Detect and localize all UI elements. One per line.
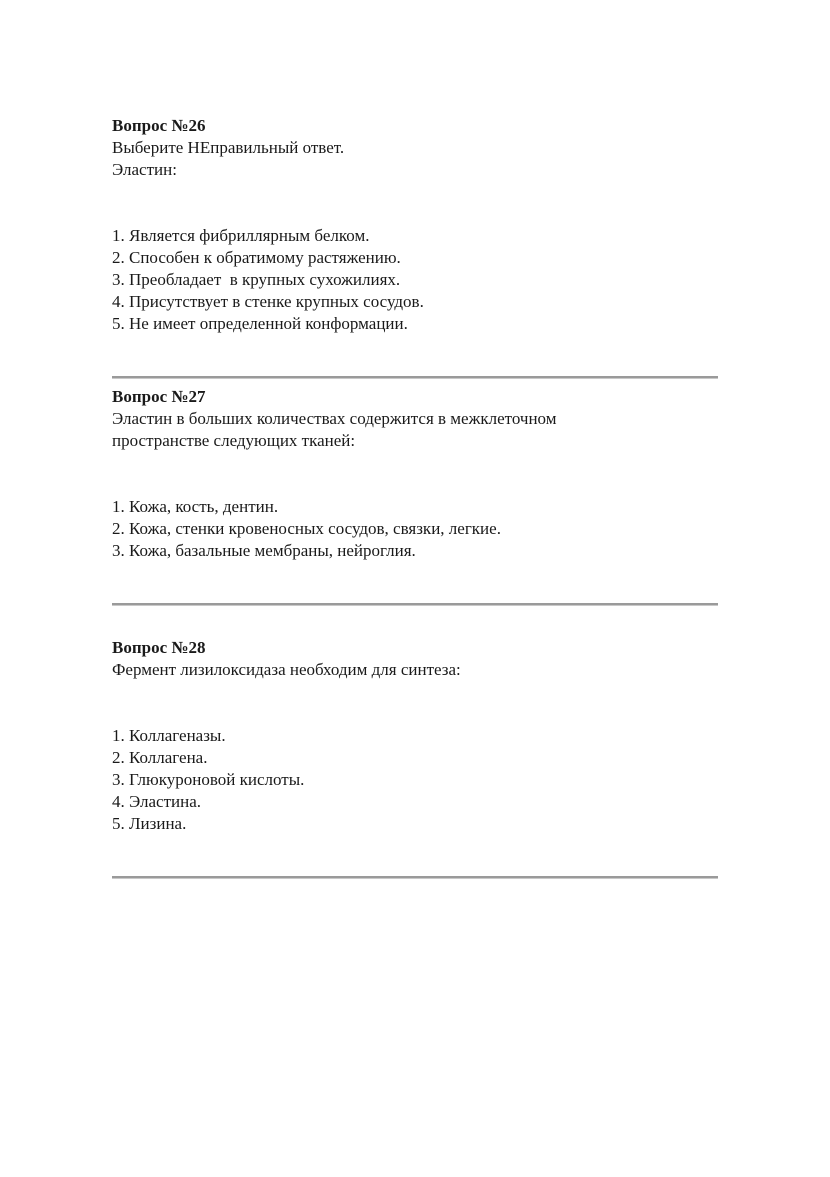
question-prompt-line: Фермент лизилоксидаза необходим для синтеза: (112, 660, 461, 679)
answer-options (112, 496, 722, 562)
answer-option: 3. Кожа, базальные мембраны, нейроглия. (112, 541, 416, 560)
question-prompt-line: пространстве следующих тканей: (112, 431, 356, 450)
question-title: Вопрос №28 (112, 638, 206, 657)
answer-option: 4. Эластина. (112, 792, 201, 811)
question-prompt-line: Эластин: (112, 160, 177, 179)
answer-option: 1. Коллагеназы. (112, 726, 226, 745)
answer-options (112, 225, 722, 335)
question-prompt-line: Выберите НЕправильный ответ. (112, 138, 345, 157)
section-divider (112, 603, 718, 606)
answer-option: 2. Кожа, стенки кровеносных сосудов, связки, легкие. (112, 519, 501, 538)
answer-option: 3. Глюкуроновой кислоты. (112, 770, 305, 789)
answer-option: 5. Не имеет определенной конформации. (112, 314, 408, 333)
question-26 (112, 115, 722, 335)
section-divider (112, 376, 718, 379)
answer-option: 2. Способен к обратимому растяжению. (112, 248, 401, 267)
question-28 (112, 637, 722, 835)
answer-option: 1. Кожа, кость, дентин. (112, 497, 279, 516)
question-prompt-line: Эластин в больших количествах содержится в межклеточном (112, 409, 557, 428)
question-title: Вопрос №27 (112, 387, 206, 406)
answer-option: 1. Является фибриллярным белком. (112, 226, 370, 245)
answer-option: 5. Лизина. (112, 814, 187, 833)
answer-option: 3. Преобладает в крупных сухожилиях. (112, 270, 401, 289)
answer-option: 4. Присутствует в стенке крупных сосудов. (112, 292, 424, 311)
question-27 (112, 386, 722, 562)
answer-options (112, 725, 722, 835)
question-title: Вопрос №26 (112, 116, 206, 135)
answer-option: 2. Коллагена. (112, 748, 208, 767)
section-divider (112, 876, 718, 879)
